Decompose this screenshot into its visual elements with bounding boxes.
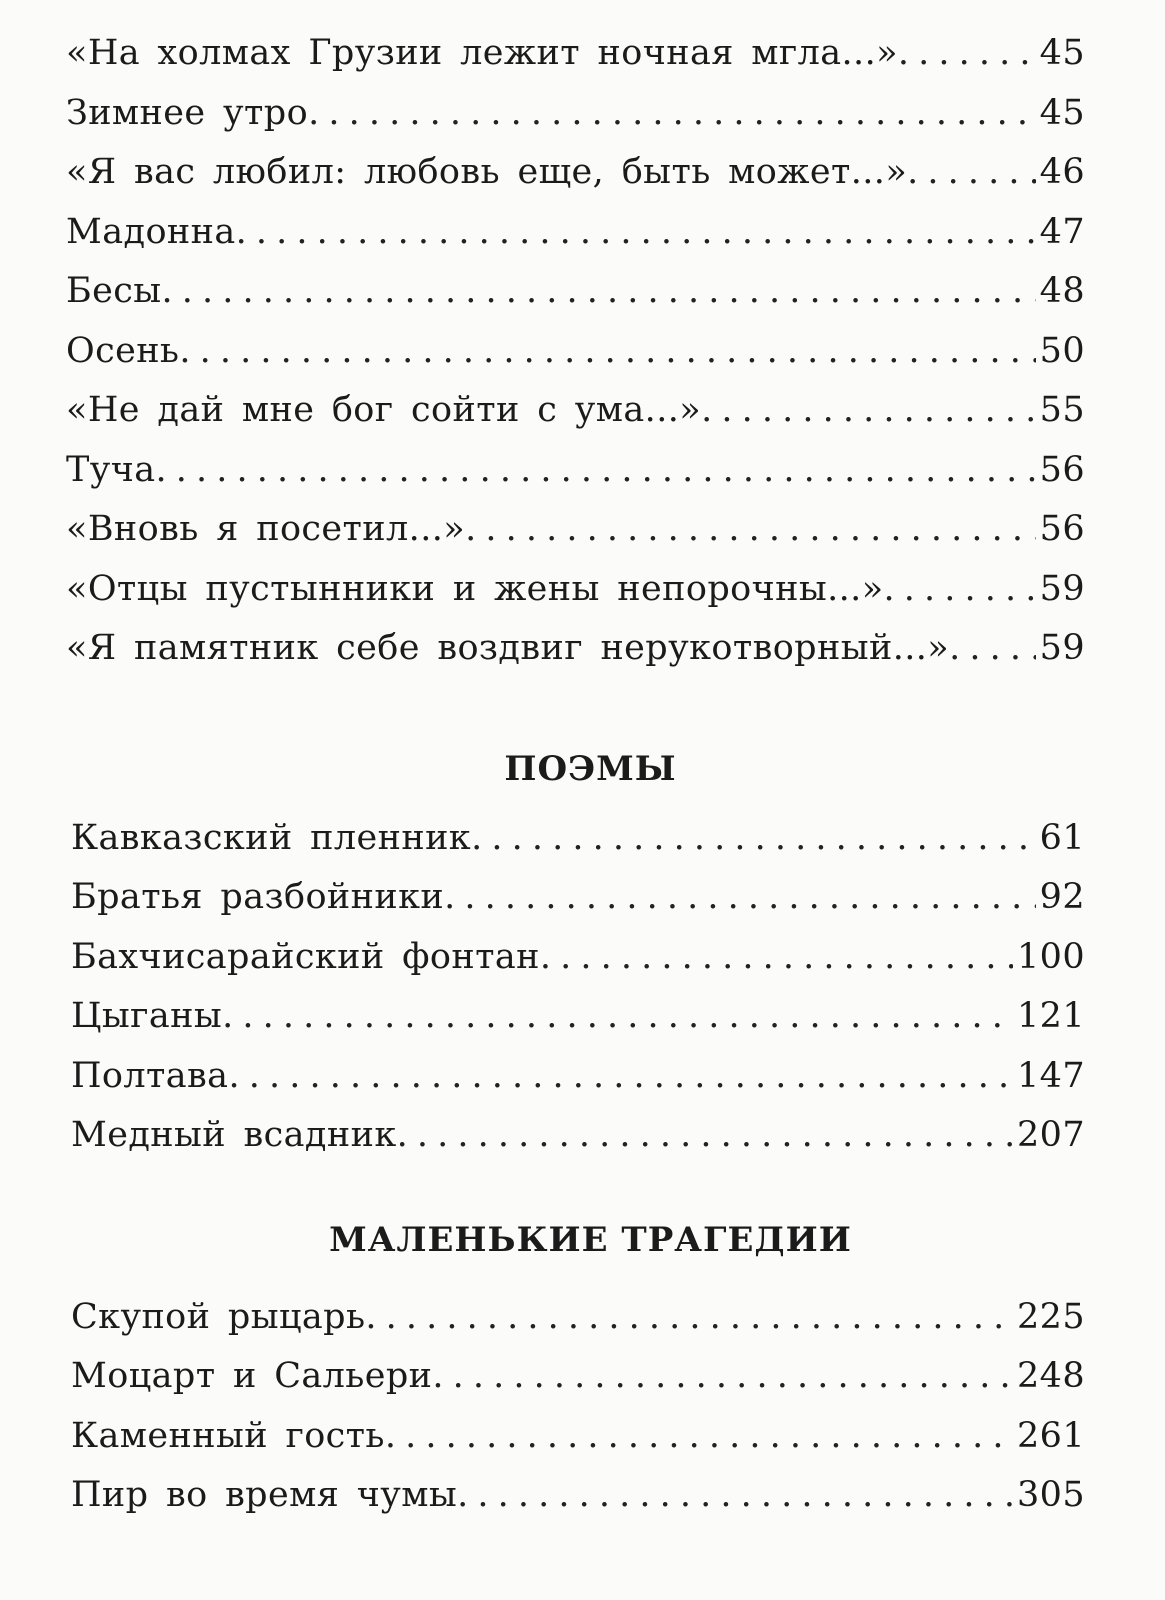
toc-entry-page: 59 (1039, 628, 1085, 668)
toc-entry-page: 56 (1039, 509, 1085, 549)
toc-entry (71, 1047, 1085, 1107)
toc-entry-page: 225 (1016, 1296, 1085, 1337)
toc-dot-leader (465, 500, 1036, 560)
toc-entry (71, 1106, 1085, 1166)
section-heading-poems: ПОЭМЫ (504, 748, 677, 789)
toc-entry-title: Бахчисарайский фонтан (71, 936, 540, 977)
toc-entry-page: 100 (1016, 936, 1085, 977)
toc-entry (71, 1407, 1085, 1467)
toc-entry (66, 441, 1085, 501)
toc-entry-page: 47 (1039, 211, 1085, 252)
toc-dot-leader (156, 441, 1036, 501)
toc-entry (66, 619, 1085, 679)
toc-entry-page: 305 (1016, 1475, 1085, 1515)
toc-entry-page: 59 (1039, 568, 1085, 609)
toc-dot-leader (179, 322, 1035, 382)
toc-entry (66, 84, 1085, 144)
toc-dot-leader (385, 1407, 1013, 1467)
toc-entry (66, 500, 1085, 560)
toc-dot-leader (907, 143, 1036, 203)
toc-entry-page: 45 (1039, 33, 1085, 73)
toc-entry-title: «Вновь я посетил...» (66, 509, 466, 549)
toc-entry (66, 560, 1085, 620)
toc-dot-leader (949, 619, 1036, 679)
toc-entry-title: «Я вас любил: любовь еще, быть может...» (66, 152, 908, 192)
toc-entry-title: Пир во время чумы (71, 1475, 458, 1515)
toc-entry (66, 143, 1085, 203)
toc-entry-page: 56 (1039, 449, 1085, 490)
toc-entry-page: 121 (1016, 996, 1085, 1036)
toc-entry (66, 322, 1085, 382)
toc-entry (66, 203, 1085, 263)
toc-entry-title: Братья разбойники (71, 877, 445, 917)
toc-dot-leader (898, 24, 1036, 84)
toc-dot-leader (397, 1106, 1013, 1166)
toc-entry-title: Цыганы (71, 996, 223, 1036)
toc-entry-title: Туча (66, 449, 156, 490)
toc-entry-title: Бесы (66, 271, 162, 311)
toc-entry-title: Каменный гость (71, 1415, 385, 1456)
toc-entry (71, 1288, 1085, 1348)
toc-entry-page: 45 (1039, 92, 1085, 133)
toc-entry (66, 381, 1085, 441)
toc-entry (66, 262, 1085, 322)
toc-entry-title: Полтава (71, 1055, 229, 1096)
toc-entry-title: «На холмах Грузии лежит ночная мгла...» (66, 33, 898, 73)
toc-dot-leader (884, 560, 1036, 620)
toc-dot-leader (236, 203, 1036, 263)
toc-dot-leader (222, 987, 1013, 1047)
toc-section-lyric (66, 24, 1085, 679)
toc-entry (71, 987, 1085, 1047)
section-heading-tragedies: МАЛЕНЬКИЕ ТРАГЕДИИ (329, 1219, 852, 1260)
toc-entry (71, 809, 1085, 869)
toc-dot-leader (444, 868, 1036, 928)
toc-dot-leader (308, 84, 1036, 144)
toc-entry (71, 1466, 1085, 1526)
toc-entry-title: Моцарт и Сальери (71, 1356, 433, 1396)
toc-dot-leader (471, 809, 1036, 869)
toc-entry (71, 928, 1085, 988)
toc-dot-leader (228, 1047, 1013, 1107)
toc-entry-title: «Я памятник себе воздвиг нерукотворный...» (66, 628, 950, 668)
toc-entry-page: 261 (1016, 1415, 1085, 1456)
toc-dot-leader (457, 1466, 1013, 1526)
toc-dot-leader (162, 262, 1036, 322)
toc-entry-title: «Отцы пустынники и жены непорочны...» (66, 568, 884, 609)
toc-dot-leader (701, 381, 1036, 441)
toc-entry-title: Медный всадник (71, 1115, 397, 1155)
toc-entry-page: 50 (1039, 330, 1085, 371)
toc-entry-title: «Не дай мне бог сойти с ума...» (66, 390, 702, 430)
toc-entry-page: 48 (1039, 271, 1085, 311)
toc-entry-page: 147 (1016, 1055, 1085, 1096)
toc-section-poems (66, 809, 1085, 1166)
toc-entry-title: Скупой рыцарь (71, 1296, 366, 1337)
toc-entry (71, 1347, 1085, 1407)
toc-entry-page: 92 (1039, 877, 1085, 917)
toc-entry-page: 207 (1016, 1115, 1085, 1155)
toc-entry-page: 55 (1039, 390, 1085, 430)
toc-entry-page: 61 (1039, 817, 1085, 858)
toc-entry-title: Мадонна (66, 211, 236, 252)
toc-dot-leader (432, 1347, 1013, 1407)
toc-entry (66, 24, 1085, 84)
toc-entry-page: 248 (1016, 1356, 1085, 1396)
toc-entry-title: Кавказский пленник (71, 817, 472, 858)
toc-entry-title: Осень (66, 330, 180, 371)
toc-section-tragedies (66, 1288, 1085, 1526)
toc-entry-page: 46 (1039, 152, 1085, 192)
toc-dot-leader (540, 928, 1013, 988)
toc-entry (71, 868, 1085, 928)
toc-entry-title: Зимнее утро (66, 92, 309, 133)
toc-dot-leader (365, 1288, 1013, 1348)
